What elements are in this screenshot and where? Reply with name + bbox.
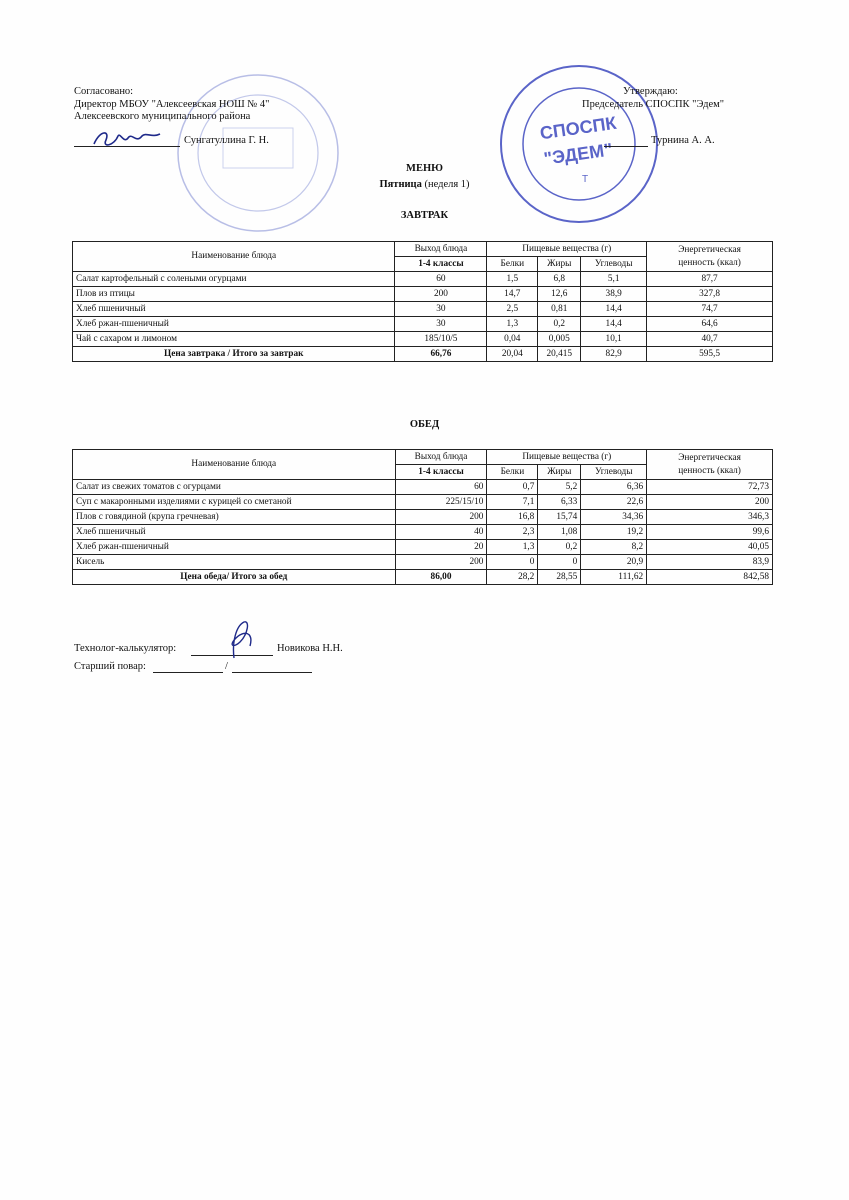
- director-line: Директор МБОУ "Алексеевская НОШ № 4": [74, 98, 270, 110]
- table-row: Салат из свежих томатов с огурцами 60 0,7 5,2 6,36 72,73: [73, 480, 773, 495]
- week-label: (неделя 1): [424, 179, 470, 190]
- chairman-line: Председатель СПОСПК "Эдем": [582, 99, 725, 110]
- chairman-name: Турнина А. А.: [651, 135, 715, 146]
- menu-subtitle: [0, 179, 849, 190]
- table-row: Плов с говядиной (крупа гречневая) 200 16,8 15,74 34,36 346,3: [73, 510, 773, 525]
- day-label: Пятница: [379, 179, 422, 190]
- director-name: Сунгатуллина Г. Н.: [184, 135, 269, 146]
- proteins-header: Белки: [487, 465, 538, 480]
- energy-header: Энергетическая ценность (ккал): [647, 450, 773, 480]
- chairman-signature-line: [604, 146, 648, 147]
- table-row: Плов из птицы 200 14,7 12,6 38,9 327,8: [73, 287, 773, 302]
- dish-header: Наименование блюда: [73, 242, 395, 272]
- fats-header: Жиры: [538, 257, 581, 272]
- total-row: Цена обеда/ Итого за обед 86,00 28,2 28,55 111,62 842,58: [73, 570, 773, 585]
- technologist-label: Технолог-калькулятор:: [74, 643, 177, 654]
- slash-separator: /: [225, 661, 228, 672]
- lunch-table: [72, 449, 773, 585]
- table-row: Хлеб пшеничный 30 2,5 0,81 14,4 74,7: [73, 302, 773, 317]
- stamp-text-edem: "ЭДЕМ": [542, 139, 614, 169]
- table-row: Салат картофельный с солеными огурцами 60 1,5 6,8 5,1 87,7: [73, 272, 773, 287]
- total-row: Цена завтрака / Итого за завтрак 66,76 20,04 20,415 82,9 595,5: [73, 347, 773, 362]
- breakfast-title: ЗАВТРАК: [400, 210, 449, 221]
- district-line: Алексеевского муниципального района: [74, 111, 251, 122]
- energy-header: Энергетическая ценность (ккал): [647, 242, 773, 272]
- yield-header: Выход блюда: [395, 450, 487, 465]
- stamp-text-t: Т: [581, 174, 589, 185]
- table-row: Чай с сахаром и лимоном 185/10/5 0,04 0,005 10,1 40,7: [73, 332, 773, 347]
- nutrients-header: Пищевые вещества (г): [487, 450, 647, 465]
- cook-signature-line: [153, 672, 223, 673]
- approve-label: Утверждаю:: [623, 86, 678, 97]
- nutrients-header: Пищевые вещества (г): [487, 242, 647, 257]
- menu-title: МЕНЮ: [406, 163, 443, 174]
- technologist-signature: [214, 618, 264, 660]
- cook-name-line: [232, 672, 312, 673]
- cook-label: Старший повар:: [74, 661, 146, 672]
- table-row: Суп с макаронными изделиями с курицей со сметаной 225/15/10 7,1 6,33 22,6 200: [73, 495, 773, 510]
- director-signature: [92, 126, 162, 152]
- stamp-text-sposk: СПОСПК: [538, 112, 618, 144]
- table-row: Хлеб ржан-пшеничный 20 1,3 0,2 8,2 40,05: [73, 540, 773, 555]
- technologist-name: Новикова Н.Н.: [277, 643, 343, 654]
- dish-header: Наименование блюда: [73, 450, 396, 480]
- lunch-title: ОБЕД: [409, 419, 440, 430]
- class-header: 1-4 классы: [395, 465, 487, 480]
- class-header: 1-4 классы: [395, 257, 487, 272]
- fats-header: Жиры: [538, 465, 581, 480]
- carbs-header: Углеводы: [581, 465, 647, 480]
- proteins-header: Белки: [487, 257, 538, 272]
- approval-block: [74, 86, 269, 124]
- table-row: Хлеб ржан-пшеничный 30 1,3 0,2 14,4 64,6: [73, 317, 773, 332]
- carbs-header: Углеводы: [581, 257, 647, 272]
- approval-label: Согласовано:: [74, 86, 134, 97]
- table-row: Кисель 200 0 0 20,9 83,9: [73, 555, 773, 570]
- breakfast-table: [72, 241, 773, 362]
- table-row: Хлеб пшеничный 40 2,3 1,08 19,2 99,6: [73, 525, 773, 540]
- yield-header: Выход блюда: [395, 242, 487, 257]
